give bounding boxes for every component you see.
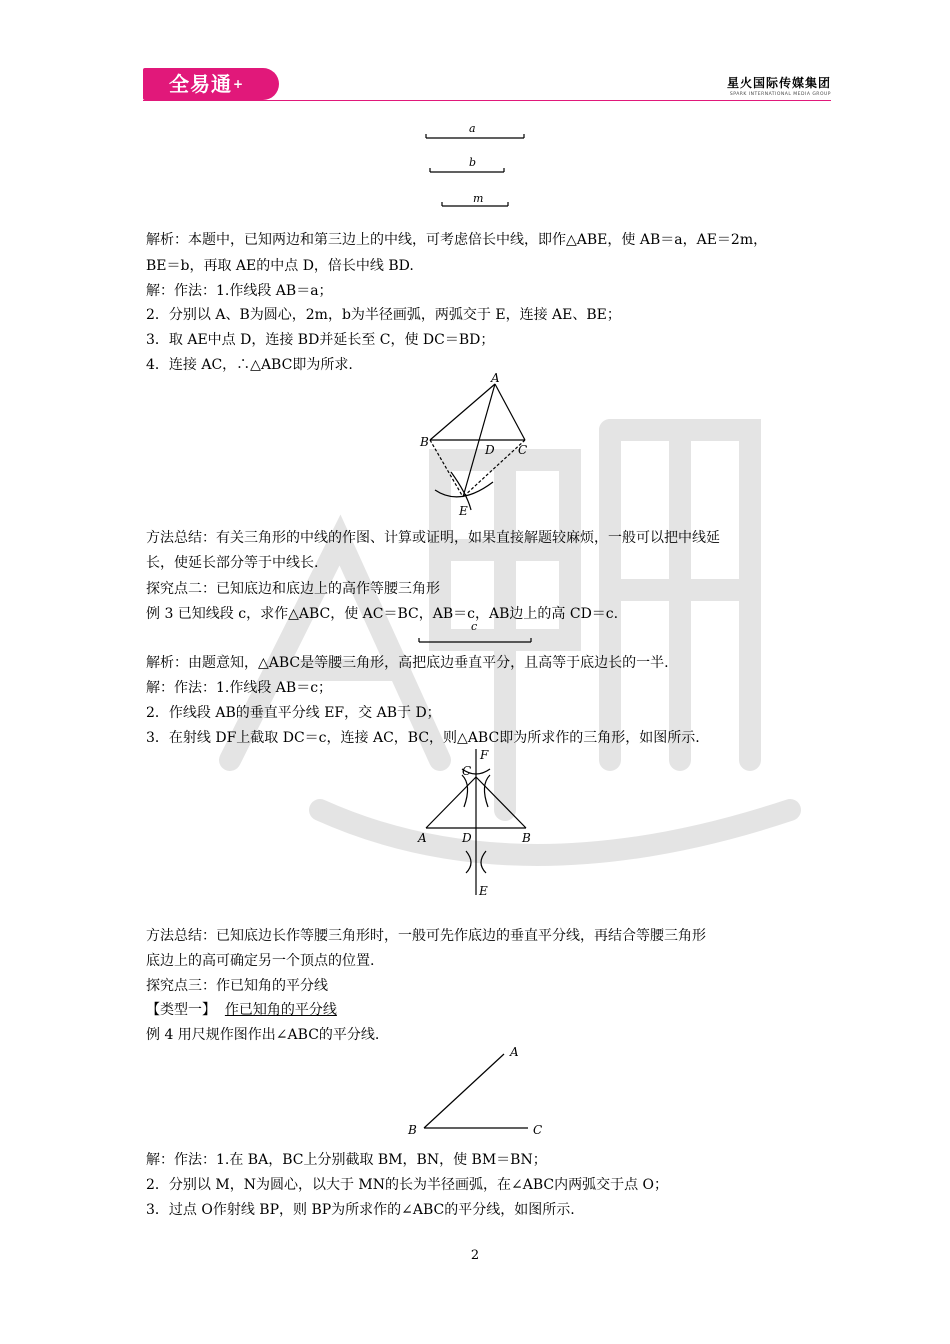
angle-abc-figure (400, 1042, 550, 1142)
median-construction-figure (415, 372, 540, 520)
label-d: D (485, 443, 495, 457)
label-f: F (480, 748, 489, 762)
logo-star: + (233, 77, 245, 91)
text-line: BE＝b，再取 AE的中点 D，倍长中线 BD. (146, 258, 414, 274)
text-line: 长，使延长部分等于中线长. (146, 555, 319, 571)
text-line: 探究点二：已知底边和底边上的高作等腰三角形 (146, 581, 440, 597)
text-line: 3．取 AE中点 D，连接 BD并延长至 C，使 DC＝BD； (146, 332, 495, 348)
text-line: 解析：本题中，已知两边和第三边上的中线，可考虑倍长中线，即作△ABE，使 AB＝a，AE＝2m， (146, 232, 768, 248)
side-ac (495, 384, 525, 440)
side-ab (430, 384, 495, 440)
segment-a-label: a (469, 122, 476, 135)
text-line: 2．分别以 M，N为圆心，以大于 MN的长为半径画弧，在∠ABC内两弧交于点 O； (146, 1177, 669, 1193)
label-b: B (522, 831, 531, 845)
text-line: 解：作法：1.作线段 AB＝a； (146, 283, 333, 299)
text-line: 底边上的高可确定另一个顶点的位置. (146, 953, 375, 969)
label-a: A (510, 1045, 519, 1059)
section-type-heading (146, 1000, 337, 1020)
text-line: 例 3 已知线段 c，求作△ABC，使 AC＝BC，AB＝c，AB边上的高 CD＝c. (146, 606, 619, 622)
text-line: 探究点三：作已知角的平分线 (146, 978, 328, 994)
side-ac (426, 777, 476, 828)
label-e: E (479, 884, 488, 898)
text-line: 解析：由题意知，△ABC是等腰三角形，高把底边垂直平分，且高等于底边长的一半. (146, 655, 669, 671)
text-line: 方法总结：有关三角形的中线的作图、计算或证明，如果直接解题较麻烦，一般可以把中线延 (146, 530, 720, 546)
text-line: 2．作线段 AB的垂直平分线 EF，交 AB于 D； (146, 705, 441, 721)
text-line: 解：作法：1.作线段 AB＝c； (146, 680, 333, 696)
isosceles-construction-figure (412, 745, 542, 900)
label-d: D (462, 831, 472, 845)
side-bc (476, 777, 526, 828)
text-line: 方法总结：已知底边长作等腰三角形时，一般可先作底边的垂直平分线，再结合等腰三角形 (146, 928, 706, 944)
text-line: 3．过点 O作射线 BP，则 BP为所求作的∠ABC的平分线，如图所示. (146, 1202, 575, 1218)
ray-ba (424, 1054, 504, 1128)
label-c: C (462, 764, 472, 778)
segment-be (430, 440, 463, 497)
segment-b-label: b (469, 156, 477, 169)
label-e: E (459, 504, 468, 518)
label-a: A (491, 372, 500, 385)
label-c: C (518, 443, 528, 457)
label-b: B (420, 435, 429, 449)
text-line: 例 4 用尺规作图作出∠ABC的平分线. (146, 1027, 380, 1043)
text-line: 解：作法：1.在 BA，BC上分别截取 BM，BN，使 BM＝BN； (146, 1152, 547, 1168)
label-a: A (418, 831, 427, 845)
label-c: C (533, 1123, 543, 1137)
publisher-brand (727, 74, 831, 97)
arc-lower-left (466, 851, 471, 873)
publisher-name-cn: 星火国际传媒集团 (726, 76, 831, 90)
segment-m-label: m (473, 192, 484, 205)
logo-text: 全易通 (169, 72, 232, 96)
header-divider (143, 100, 831, 101)
label-b: B (408, 1123, 417, 1137)
page-number: 2 (470, 1248, 480, 1263)
type-title: 作已知角的平分线 (224, 1002, 337, 1018)
type-tag: 【类型一】 (146, 1002, 216, 1018)
text-line: 2．分别以 A、B为圆心，2m，b为半径画弧，两弧交于 E，连接 AE、BE； (146, 307, 621, 323)
brand-logo (143, 68, 279, 100)
text-line: 4．连接 AC，∴△ABC即为所求. (146, 357, 353, 373)
text-line: 3．在射线 DF上截取 DC＝c，连接 AC，BC，则△ABC即为所求作的三角形，如图所示. (146, 730, 700, 746)
segment-c-label: c (471, 620, 478, 633)
arc-lower-right (481, 851, 486, 873)
given-segment-c (415, 632, 535, 646)
publisher-name-en: SPARK INTERNATIONAL MEDIA GROUP (729, 92, 831, 97)
